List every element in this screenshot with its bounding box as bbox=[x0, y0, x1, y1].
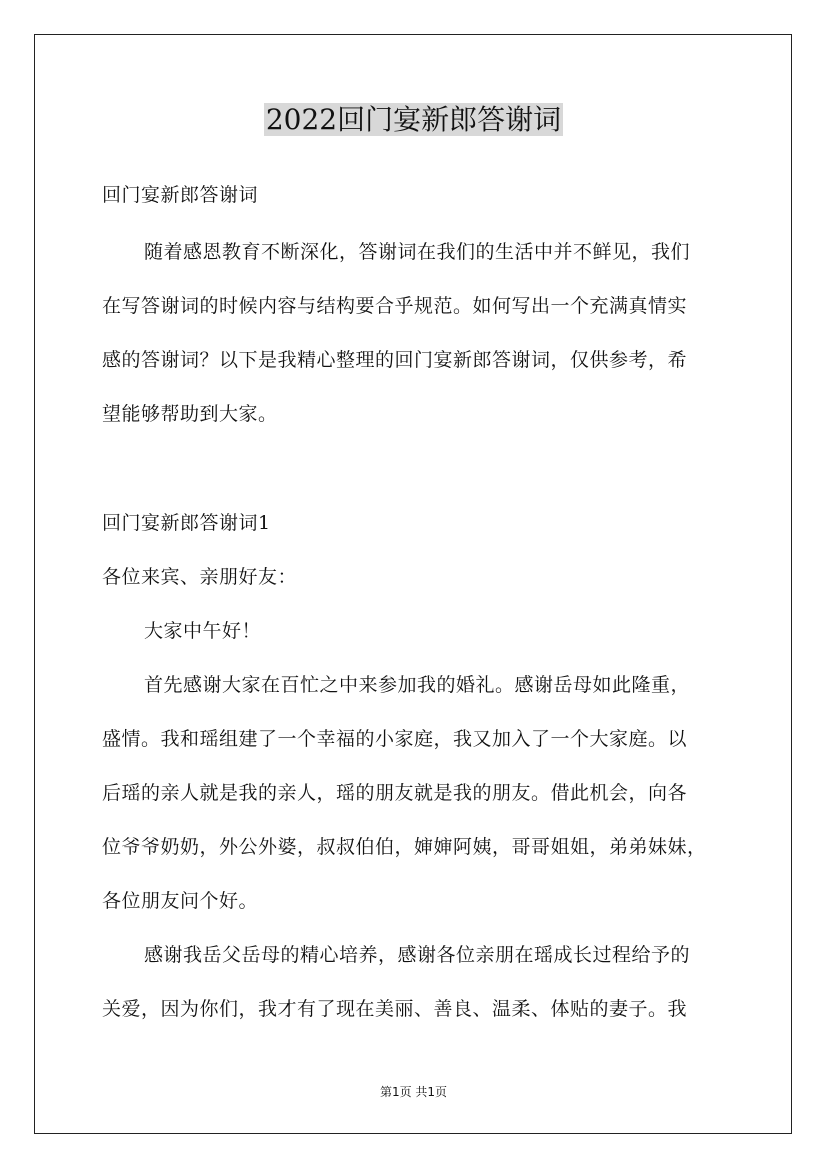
para1-line-5: 各位朋友问个好。 bbox=[102, 890, 259, 912]
intro-line-4: 望能够帮助到大家。 bbox=[102, 403, 278, 425]
section-heading: 回门宴新郎答谢词1 bbox=[102, 512, 271, 534]
para1-line-1: 首先感谢大家在百忙之中来参加我的婚礼。感谢岳母如此隆重， bbox=[144, 674, 691, 696]
page-number-footer: 第1页 共1页 bbox=[379, 1085, 448, 1099]
intro-line-2: 在写答谢词的时候内容与结构要合乎规范。如何写出一个充满真情实 bbox=[102, 295, 688, 317]
para2-line-1: 感谢我岳父岳母的精心培养，感谢各位亲朋在瑶成长过程给予的 bbox=[144, 944, 691, 966]
intro-line-1: 随着感恩教育不断深化，答谢词在我们的生活中并不鲜见，我们 bbox=[144, 241, 691, 263]
salutation: 各位来宾、亲朋好友： bbox=[102, 566, 298, 588]
para2-line-2: 关爱，因为你们，我才有了现在美丽、善良、温柔、体贴的妻子。我 bbox=[102, 998, 688, 1020]
intro-line-3: 感的答谢词？以下是我精心整理的回门宴新郎答谢词，仅供参考，希 bbox=[102, 349, 688, 371]
para1-line-4: 位爷爷奶奶，外公外婆，叔叔伯伯，婶婶阿姨，哥哥姐姐，弟弟妹妹， bbox=[102, 836, 707, 858]
document-title bbox=[0, 98, 827, 142]
para1-line-2: 盛情。我和瑶组建了一个幸福的小家庭，我又加入了一个大家庭。以 bbox=[102, 728, 688, 750]
document-subtitle: 回门宴新郎答谢词 bbox=[102, 184, 259, 206]
document-title-text: 2022回门宴新郎答谢词 bbox=[265, 103, 562, 136]
para1-line-3: 后瑶的亲人就是我的亲人，瑶的朋友就是我的朋友。借此机会，向各 bbox=[102, 782, 688, 804]
greeting: 大家中午好！ bbox=[144, 620, 262, 642]
